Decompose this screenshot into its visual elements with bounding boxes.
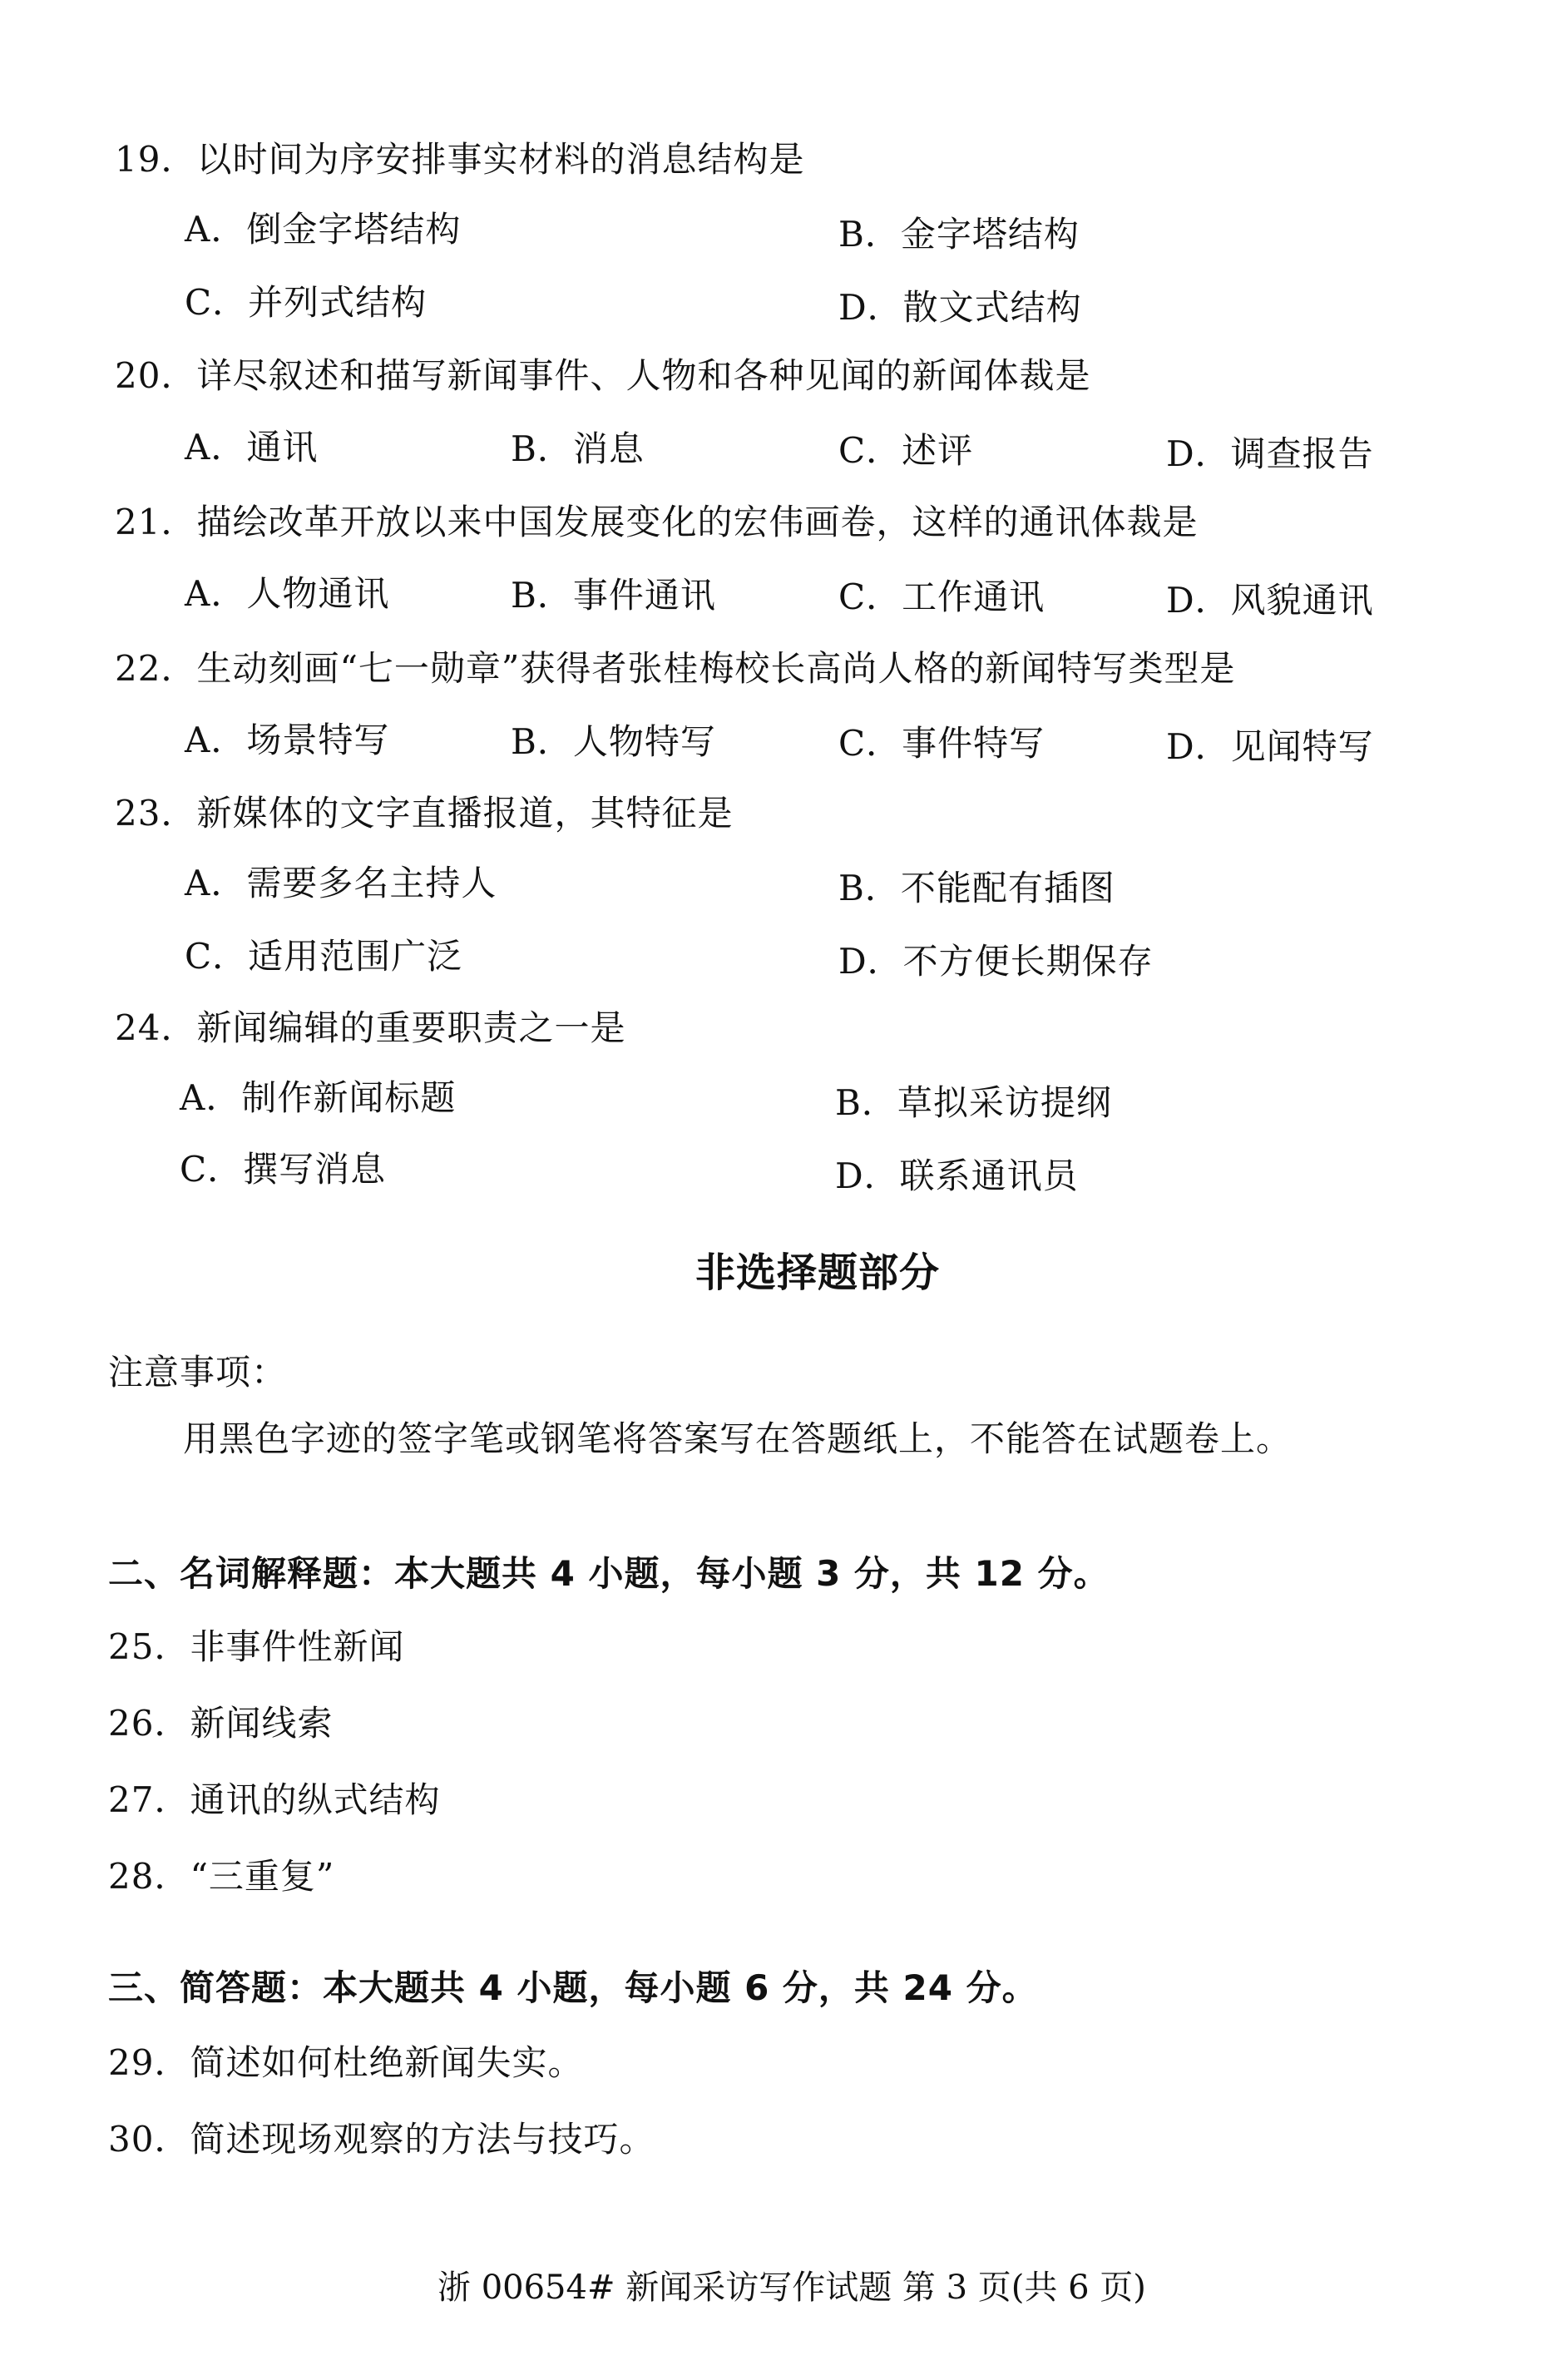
q22-option-d: D．见闻特写 — [1166, 726, 1374, 767]
q19-option-a: A．倒金字塔结构 — [185, 209, 462, 250]
q22-option-c: C．事件特写 — [838, 723, 1045, 764]
part2-heading: 二、名词解释题：本大题共 4 小题，每小题 3 分，共 12 分。 — [108, 1553, 1110, 1594]
question-29: 29．简述如何杜绝新闻失实。 — [108, 2042, 584, 2083]
q22-option-a: A．场景特写 — [185, 720, 390, 760]
question-27: 27．通讯的纵式结构 — [108, 1779, 441, 1820]
question-28: 28．“三重复” — [108, 1856, 335, 1897]
question-22-stem: 22．生动刻画“七一勋章”获得者张桂梅校长高尚人格的新闻特写类型是 — [115, 648, 1236, 689]
part3-heading: 三、简答题：本大题共 4 小题，每小题 6 分，共 24 分。 — [108, 1967, 1038, 2008]
q23-option-d: D．不方便长期保存 — [838, 941, 1154, 982]
q21-option-a: A．人物通讯 — [185, 573, 390, 614]
notice-text: 用黑色字迹的签字笔或钢笔将答案写在答题纸上，不能答在试题卷上。 — [183, 1418, 1293, 1459]
question-19-stem: 19．以时间为序安排事实材料的消息结构是 — [115, 139, 805, 180]
q24-option-b: B．草拟采访提纲 — [835, 1082, 1112, 1123]
q23-option-a: A．需要多名主持人 — [185, 863, 497, 903]
q24-option-a: A．制作新闻标题 — [180, 1077, 457, 1118]
q20-option-a: A．通讯 — [185, 427, 319, 468]
section-title: 非选择题部分 — [695, 1249, 941, 1296]
question-26: 26．新闻线索 — [108, 1703, 334, 1744]
question-23-stem: 23．新媒体的文字直播报道，其特征是 — [115, 793, 734, 834]
question-24-stem: 24．新闻编辑的重要职责之一是 — [115, 1007, 626, 1048]
question-21-stem: 21．描绘改革开放以来中国发展变化的宏伟画卷，这样的通讯体裁是 — [115, 502, 1199, 542]
q20-option-d: D．调查报告 — [1166, 433, 1374, 474]
q23-option-b: B．不能配有插图 — [838, 868, 1115, 908]
q20-option-c: C．述评 — [838, 430, 974, 471]
q24-option-c: C．撰写消息 — [180, 1149, 387, 1190]
q21-option-d: D．风貌通讯 — [1166, 580, 1374, 621]
q24-option-d: D．联系通讯员 — [835, 1155, 1079, 1196]
question-25: 25．非事件性新闻 — [108, 1626, 405, 1667]
q19-option-b: B．金字塔结构 — [838, 214, 1080, 255]
notice-label: 注意事项： — [108, 1352, 288, 1393]
question-30: 30．简述现场观察的方法与技巧。 — [108, 2119, 655, 2160]
question-20-stem: 20．详尽叙述和描写新闻事件、人物和各种见闻的新闻体裁是 — [115, 355, 1091, 396]
q19-option-c: C．并列式结构 — [185, 282, 428, 323]
q22-option-b: B．人物特写 — [511, 721, 716, 762]
q20-option-b: B．消息 — [511, 428, 645, 469]
q23-option-c: C．适用范围广泛 — [185, 936, 463, 977]
q21-option-b: B．事件通讯 — [511, 575, 716, 616]
page-footer: 浙 00654# 新闻采访写作试题 第 3 页(共 6 页) — [437, 2269, 1146, 2307]
q19-option-d: D．散文式结构 — [838, 287, 1082, 328]
q21-option-c: C．工作通讯 — [838, 576, 1045, 617]
